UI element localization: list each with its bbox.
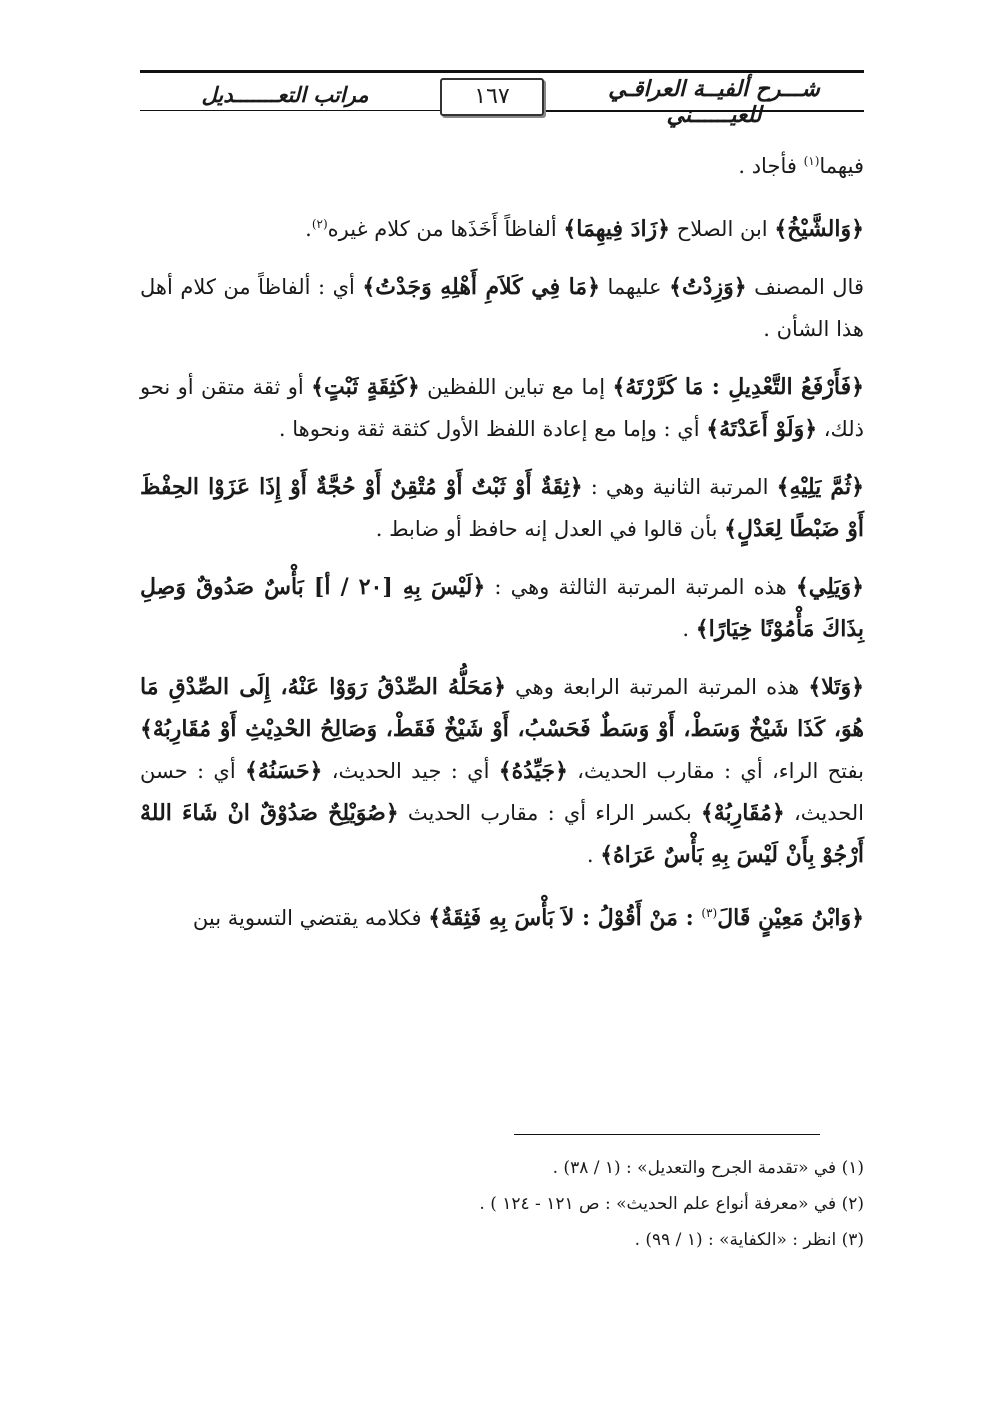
footnote: (٢) في «معرفة أنواع علم الحديث» : ص ١٢١ - ١٢٤ ) . <box>479 1194 864 1214</box>
verse-quote: ﴿لَيْسَ بِهِ [٢٠ / أ] بَأْسٌ صَدُوقٌ وَصِلِ بِذَاكَ مَأْمُوْنًا خِيَارًا﴾ <box>140 574 864 642</box>
commentary-text: . <box>586 843 601 867</box>
header-top-rule <box>140 70 864 73</box>
commentary-text: فأجاد . <box>738 154 804 178</box>
paragraph <box>140 466 864 550</box>
footnote-marker: (٣) <box>701 906 718 920</box>
paragraph <box>140 140 864 187</box>
footnote-separator <box>514 1134 820 1135</box>
verse-quote: ﴿فَأَرْفَعُ التَّعْدِيلِ : مَا كَرَّرْتَهُ﴾ <box>612 374 865 400</box>
paragraph <box>140 366 864 450</box>
verse-quote: ﴿حَسَنُهُ﴾ <box>245 758 323 784</box>
commentary-text: ابن الصلاح <box>670 217 775 241</box>
commentary-text: أي : ألفاظاً من كلام أهل هذا الشأن . <box>140 275 864 341</box>
verse-quote: ﴿كَثِقَةٍ ثَبْتٍ﴾ <box>311 374 420 400</box>
book-title-underline <box>544 110 864 112</box>
commentary-text: المرتبة الثانية وهي : <box>582 475 777 499</box>
commentary-text: أي : جيد الحديث، <box>322 759 499 783</box>
footnote-marker: (٢) <box>311 217 328 231</box>
commentary-text: ألفاظاً أَخَذَها من كلام غيره <box>327 217 564 241</box>
verse-quote: ﴿مَحَلُّهُ الصِّدْقُ رَوَوْا عَنْهُ، إِلَى الصِّدْقِ مَا هُوَ، كَذَا شَيْخٌ وَسَطْ، أَوْ وَسَطٌ فَحَسْبُ، أَوْ شَيْخٌ فَقَطْ، وَصَالِحُ الحْدِيْثِ أَوْ مُقَارِبُهْ﴾ <box>140 674 864 742</box>
footnote: (١) في «تقدمة الجرح والتعديل» : (١ / ٣٨) . <box>552 1158 864 1178</box>
commentary-text: . <box>682 617 696 641</box>
commentary-text: أي : وإما مع إعادة اللفظ الأول كثقة ثقة ونحوها . <box>278 417 707 441</box>
commentary-text: فكلامه يقتضي التسوية بين <box>192 906 429 930</box>
main-text <box>140 140 864 955</box>
commentary-text: قال المصنف <box>746 275 864 299</box>
verse-quote: ﴿وَيَلِي﴾ <box>795 574 865 600</box>
verse-quote: ﴿وَزِدْتُ﴾ <box>669 274 747 300</box>
verse-quote: ﴿وَلَوْ أَعَدْتَهُ﴾ <box>706 416 818 442</box>
commentary-text: عليهما <box>599 275 670 299</box>
commentary-text: بكسر الراء أي : مقارب الحديث <box>398 801 701 825</box>
page-number: ١٦٧ <box>440 78 544 116</box>
footnote: (٣) انظر : «الكفاية» : (١ / ٩٩) . <box>634 1230 864 1250</box>
page-header <box>140 66 864 128</box>
verse-quote: ﴿مُقَارِبُهْ﴾ <box>700 800 785 826</box>
paragraph <box>140 892 864 939</box>
paragraph <box>140 203 864 250</box>
commentary-text: هذه المرتبة المرتبة الرابعة وهي <box>506 675 809 699</box>
paragraph <box>140 566 864 650</box>
footnotes <box>140 1150 864 1258</box>
paragraph <box>140 266 864 350</box>
commentary-text: بأن قالوا في العدل إنه حافظ أو ضابط . <box>375 517 725 541</box>
verse-quote: ﴿وَابْنُ مَعِيْنٍ قَالَ <box>717 905 864 931</box>
verse-quote: ﴿زَادَ فِيهِمَا﴾ <box>563 216 671 242</box>
commentary-text: أي : حسن الحديث، <box>140 759 865 825</box>
commentary-text: إما مع تباين اللفظين <box>419 375 613 399</box>
commentary-text: فيهما <box>819 154 864 178</box>
commentary-text: . <box>305 217 312 241</box>
footnote-marker: (١) <box>803 154 820 168</box>
paragraph <box>140 666 864 876</box>
commentary-text: هذه المرتبة المرتبة الثالثة وهي : <box>485 575 796 599</box>
verse-quote: ﴿وَتَلا﴾ <box>808 674 864 700</box>
running-chapter-title: مراتب التعـــــــديل <box>201 82 369 107</box>
chapter-title-underline <box>140 110 440 111</box>
commentary-text: بفتح الراء، أي : مقارب الحديث، <box>567 759 864 783</box>
verse-quote: ﴿وَالشَّيْخُ﴾ <box>774 216 864 242</box>
verse-quote: ﴿جَيِّدُهُ﴾ <box>498 758 568 784</box>
verse-quote: : مَنْ أَقُوْلُ : لاَ بَأْسَ بِهِ فَثِقَةٌ﴾ <box>428 905 702 931</box>
commentary-text: أو ثقة متقن أو نحو ذلك، <box>140 375 864 441</box>
verse-quote: ﴿مَا فِي كَلاَمِ أَهْلِهِ وَجَدْتُ﴾ <box>362 274 600 300</box>
verse-quote: ﴿ثُمَّ يَلِيْهِ﴾ <box>776 474 865 500</box>
verse-quote: ﴿صُوَيْلِحٌ صَدُوْقٌ انْ شَاءَ اللهْ أَرْجُوْ بِأَنْ لَيْسَ بِهِ بَأْسٌ عَرَاهُ﴾ <box>140 800 864 868</box>
verse-quote: ﴿ثِقَةٌ أَوْ ثَبْتٌ أَوْ مُتْقِنٌ أَوْ حُجَّةٌ أَوْ إِذَا عَزَوْا الحِفْظَ أَوْ ضَبْطًا لِعَدْلٍ﴾ <box>140 474 864 542</box>
running-book-title: شـــرح ألفيــة العراقـي للعيــــــني <box>608 76 820 128</box>
